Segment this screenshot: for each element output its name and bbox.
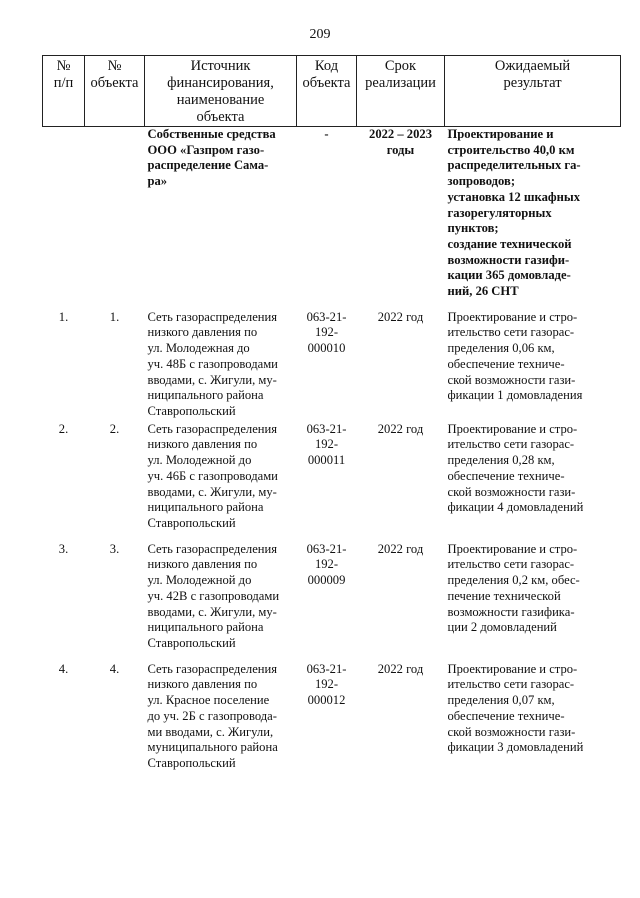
cell-source bbox=[145, 660, 297, 772]
text-line: Проектирование и стро- bbox=[447, 421, 578, 436]
text-line: фикации 4 домовладений bbox=[447, 500, 584, 515]
text-line: уч. 42В с газопроводами bbox=[147, 588, 280, 603]
text-line: годы bbox=[386, 142, 415, 157]
text-line: газорегуляторных bbox=[447, 205, 552, 220]
cell-code bbox=[297, 300, 357, 420]
text-line: 063-21- bbox=[306, 309, 347, 324]
cell-result bbox=[445, 127, 621, 300]
text-line: муниципального района bbox=[147, 740, 278, 755]
cell-result bbox=[445, 660, 621, 772]
text-line: 000009 bbox=[307, 573, 346, 588]
text-line: Собственные средства bbox=[147, 127, 276, 141]
text-line: ительство сети газорас- bbox=[447, 325, 575, 340]
page-number: 209 bbox=[309, 27, 331, 42]
cell-source bbox=[145, 420, 297, 540]
text-line: создание технической bbox=[447, 236, 572, 251]
financing-table bbox=[42, 55, 621, 772]
text-line: Сеть газораспределения bbox=[147, 421, 278, 436]
header-object-num: № объекта bbox=[85, 56, 145, 127]
table-row bbox=[43, 540, 621, 660]
text-line: ительство сети газорас- bbox=[447, 437, 575, 452]
cell-source bbox=[145, 300, 297, 420]
text-line: вводами, с. Жигули, му- bbox=[147, 484, 277, 499]
text-line: 192- bbox=[314, 557, 339, 572]
cell-object-num: 2. bbox=[109, 421, 120, 436]
text-line: низкого давления по bbox=[147, 677, 258, 692]
cell-object-num: 4. bbox=[109, 661, 120, 676]
text-line: распределение Сама- bbox=[147, 158, 269, 173]
text-line: ул. Молодежной до bbox=[147, 453, 252, 468]
text-line: фикации 3 домовладений bbox=[447, 740, 584, 755]
cell-result bbox=[445, 420, 621, 540]
cell-result bbox=[445, 300, 621, 420]
text-line: фикации 1 домовладения bbox=[447, 388, 583, 403]
cell-num: 4. bbox=[58, 661, 69, 676]
cell-term: 2022 год bbox=[377, 421, 424, 436]
cell-result bbox=[445, 540, 621, 660]
text-line: Ставропольский bbox=[147, 403, 236, 418]
table-row bbox=[43, 300, 621, 420]
cell-code bbox=[297, 420, 357, 540]
text-line: ительство сети газорас- bbox=[447, 677, 575, 692]
text-line: 000011 bbox=[307, 453, 346, 468]
text-line: установка 12 шкафных bbox=[447, 189, 581, 204]
text-line: ниципального района bbox=[147, 620, 264, 635]
text-line: вводами, с. Жигули, му- bbox=[147, 372, 277, 387]
header-source: Источник финансирования, наименование объекта bbox=[145, 56, 297, 127]
text-line: Ставропольский bbox=[147, 635, 236, 650]
header-code: Код объекта bbox=[297, 56, 357, 127]
cell-object-num bbox=[85, 127, 145, 300]
text-line: Ставропольский bbox=[147, 515, 236, 530]
text-line: возможности газифи- bbox=[447, 252, 570, 267]
cell-object-num: 1. bbox=[109, 309, 120, 324]
cell-term: 2022 год bbox=[377, 309, 424, 324]
text-line: 192- bbox=[314, 677, 339, 692]
cell-source bbox=[145, 127, 297, 300]
text-line: 063-21- bbox=[306, 661, 347, 676]
text-line: низкого давления по bbox=[147, 437, 258, 452]
text-line: 063-21- bbox=[306, 541, 347, 556]
source-row bbox=[43, 127, 621, 300]
text-line: ул. Молодежная до bbox=[147, 341, 250, 356]
cell-num: 2. bbox=[58, 421, 69, 436]
text-line: Сеть газораспределения bbox=[147, 541, 278, 556]
text-line: строительство 40,0 км bbox=[447, 142, 575, 157]
text-line: обеспечение техниче- bbox=[447, 708, 565, 723]
cell-code: - bbox=[324, 127, 329, 141]
text-line: 063-21- bbox=[306, 421, 347, 436]
text-line: обеспечение техниче- bbox=[447, 356, 565, 371]
text-line: печение технической bbox=[447, 588, 561, 603]
text-line: Проектирование и стро- bbox=[447, 661, 578, 676]
table-header bbox=[43, 56, 621, 127]
text-line: ской возможности гази- bbox=[447, 372, 576, 387]
text-line: 000012 bbox=[307, 693, 346, 708]
cell-term: 2022 год bbox=[377, 541, 424, 556]
text-line: Проектирование и bbox=[447, 127, 554, 141]
cell-source bbox=[145, 540, 297, 660]
table-row bbox=[43, 420, 621, 540]
text-line: ми вводами, с. Жигули, bbox=[147, 724, 274, 739]
text-line: распределительных га- bbox=[447, 158, 581, 173]
text-line: уч. 48Б с газопроводами bbox=[147, 356, 278, 371]
header-term: Срок реализации bbox=[357, 56, 445, 127]
cell-num: 1. bbox=[58, 309, 69, 324]
text-line: Сеть газораспределения bbox=[147, 661, 278, 676]
text-line: пределения 0,28 км, bbox=[447, 453, 555, 468]
cell-code bbox=[297, 540, 357, 660]
cell-term: 2022 год bbox=[377, 661, 424, 676]
text-line: обеспечение техниче- bbox=[447, 468, 565, 483]
text-line: ний, 26 СНТ bbox=[447, 284, 519, 299]
text-line: пунктов; bbox=[447, 221, 499, 236]
text-line: ской возможности гази- bbox=[447, 724, 576, 739]
text-line: Проектирование и стро- bbox=[447, 309, 578, 324]
text-line: возможности газифика- bbox=[447, 604, 575, 619]
text-line: 2022 – 2023 bbox=[369, 127, 432, 141]
text-line: кации 365 домовладе- bbox=[447, 268, 571, 283]
text-line: Ставропольский bbox=[147, 755, 236, 770]
cell-num bbox=[43, 127, 85, 300]
text-line: пределения 0,06 км, bbox=[447, 341, 555, 356]
header-result: Ожидаемый результат bbox=[445, 56, 621, 127]
text-line: ции 2 домовладений bbox=[447, 620, 557, 635]
text-line: до уч. 2Б с газопровода- bbox=[147, 708, 277, 723]
text-line: ской возможности гази- bbox=[447, 484, 576, 499]
text-line: Проектирование и стро- bbox=[447, 541, 578, 556]
cell-object-num: 3. bbox=[109, 541, 120, 556]
text-line: ра» bbox=[147, 174, 168, 189]
text-line: низкого давления по bbox=[147, 557, 258, 572]
text-line: 000010 bbox=[307, 341, 346, 356]
text-line: 192- bbox=[314, 437, 339, 452]
table-row bbox=[43, 660, 621, 772]
text-line: низкого давления по bbox=[147, 325, 258, 340]
cell-term bbox=[357, 127, 445, 300]
text-line: пределения 0,2 км, обес- bbox=[447, 573, 580, 588]
text-line: 192- bbox=[314, 325, 339, 340]
header-num: № п/п bbox=[43, 56, 85, 127]
text-line: ниципального района bbox=[147, 500, 264, 515]
text-line: ул. Молодежной до bbox=[147, 573, 252, 588]
cell-num: 3. bbox=[58, 541, 69, 556]
text-line: вводами, с. Жигули, му- bbox=[147, 604, 277, 619]
text-line: ООО «Газпром газо- bbox=[147, 142, 265, 157]
text-line: ниципального района bbox=[147, 388, 264, 403]
text-line: уч. 46Б с газопроводами bbox=[147, 468, 278, 483]
text-line: пределения 0,07 км, bbox=[447, 693, 555, 708]
text-line: зопроводов; bbox=[447, 174, 516, 189]
cell-code bbox=[297, 660, 357, 772]
text-line: ительство сети газорас- bbox=[447, 557, 575, 572]
text-line: ул. Красное поселение bbox=[147, 693, 270, 708]
text-line: Сеть газораспределения bbox=[147, 309, 278, 324]
